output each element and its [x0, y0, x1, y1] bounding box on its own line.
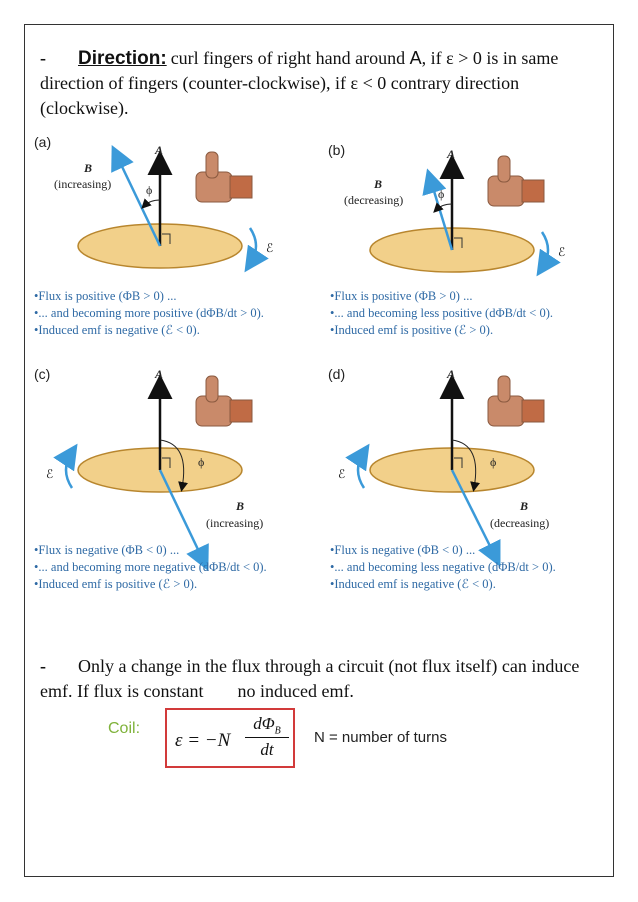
area-symbol: A — [409, 48, 422, 68]
bullet-item: • ... and becoming less negative (dΦB/dt > 0). — [330, 559, 556, 576]
bullet-item: • Flux is negative (ΦB < 0) ... — [330, 542, 556, 559]
panel-bullets — [34, 542, 267, 593]
bullet-item: • Flux is negative (ΦB < 0) ... — [34, 542, 267, 559]
emf-label: ℰ — [46, 467, 54, 481]
emf-label: ℰ — [266, 241, 274, 255]
flux-text-b: no induced emf. — [237, 681, 354, 701]
field-vector-label: B⃗ — [520, 499, 538, 513]
direction-heading: Direction: — [78, 48, 167, 69]
field-state-label: (increasing) — [206, 516, 264, 530]
n-turns-note: N = number of turns — [314, 729, 447, 746]
area-vector-label: A⃗ — [447, 147, 465, 161]
panel-label: (a) — [34, 134, 52, 150]
flux-change-paragraph — [40, 654, 600, 704]
bullet-item: • Flux is positive (ΦB > 0) ... — [34, 288, 264, 305]
direction-text-a: curl fingers of right hand around — [170, 48, 410, 68]
field-vector-label: B⃗ — [374, 177, 392, 191]
panel-bullets — [34, 288, 264, 339]
faraday-formula — [108, 708, 548, 772]
area-vector-label: A⃗ — [155, 143, 173, 157]
bullet-item: • Induced emf is positive (ℰ > 0). — [330, 322, 553, 339]
direction-text-b: , if ε > 0 is in same direction of fingers (counter-clockwise), if ε < 0 contrary direction (clockwise). — [40, 48, 559, 118]
bullet-item: • ... and becoming less positive (dΦB/dt < 0). — [330, 305, 553, 322]
panel-b — [324, 128, 614, 368]
phi-label: ϕ — [146, 183, 153, 197]
bullet-item: • Induced emf is positive (ℰ > 0). — [34, 576, 267, 593]
bullet-item: • Induced emf is negative (ℰ < 0). — [34, 322, 264, 339]
phi-label: ϕ — [438, 187, 445, 201]
emf-label: ℰ — [338, 467, 346, 481]
panel-label: (b) — [328, 142, 346, 158]
flux-text-a: Only a change in the flux through a circuit (not flux itself) can induce emf. If flux is constant — [40, 656, 580, 701]
emf-label: ℰ — [558, 245, 566, 259]
panel-a — [28, 128, 318, 368]
bullet-dash: - — [40, 48, 46, 68]
panel-bullets — [330, 288, 553, 339]
numerator-subscript: B — [274, 725, 281, 737]
phi-label: ϕ — [490, 455, 497, 469]
formula-lhs: ε = −N — [175, 730, 231, 751]
coil-label: Coil: — [108, 720, 141, 737]
bullet-item: • Flux is positive (ΦB > 0) ... — [330, 288, 553, 305]
field-state-label: (decreasing) — [490, 516, 550, 530]
area-vector-label: A⃗ — [155, 367, 173, 381]
panel-label: (d) — [328, 366, 346, 382]
field-state-label: (decreasing) — [344, 193, 404, 207]
bullet-item: • ... and becoming more positive (dΦB/dt > 0). — [34, 305, 264, 322]
numerator-text: dΦ — [253, 714, 275, 733]
faraday-figure — [28, 128, 608, 608]
bullet-item: • ... and becoming more negative (dΦB/dt < 0). — [34, 559, 267, 576]
panel-c — [28, 362, 318, 602]
formula-box — [165, 708, 295, 768]
field-vector-label: B⃗ — [236, 499, 254, 513]
panel-d — [324, 362, 614, 602]
panel-label: (c) — [34, 366, 51, 382]
formula-numerator — [245, 714, 289, 738]
panel-bullets — [330, 542, 556, 593]
field-vector-label: B⃗ — [84, 161, 102, 175]
phi-label: ϕ — [198, 455, 205, 469]
field-state-label: (increasing) — [54, 177, 112, 191]
formula-fraction — [245, 714, 289, 760]
direction-paragraph — [40, 46, 600, 121]
bullet-item: • Induced emf is negative (ℰ < 0). — [330, 576, 556, 593]
area-vector-label: A⃗ — [447, 367, 465, 381]
bullet-dash: - — [40, 656, 46, 676]
formula-denominator: dt — [260, 740, 274, 760]
